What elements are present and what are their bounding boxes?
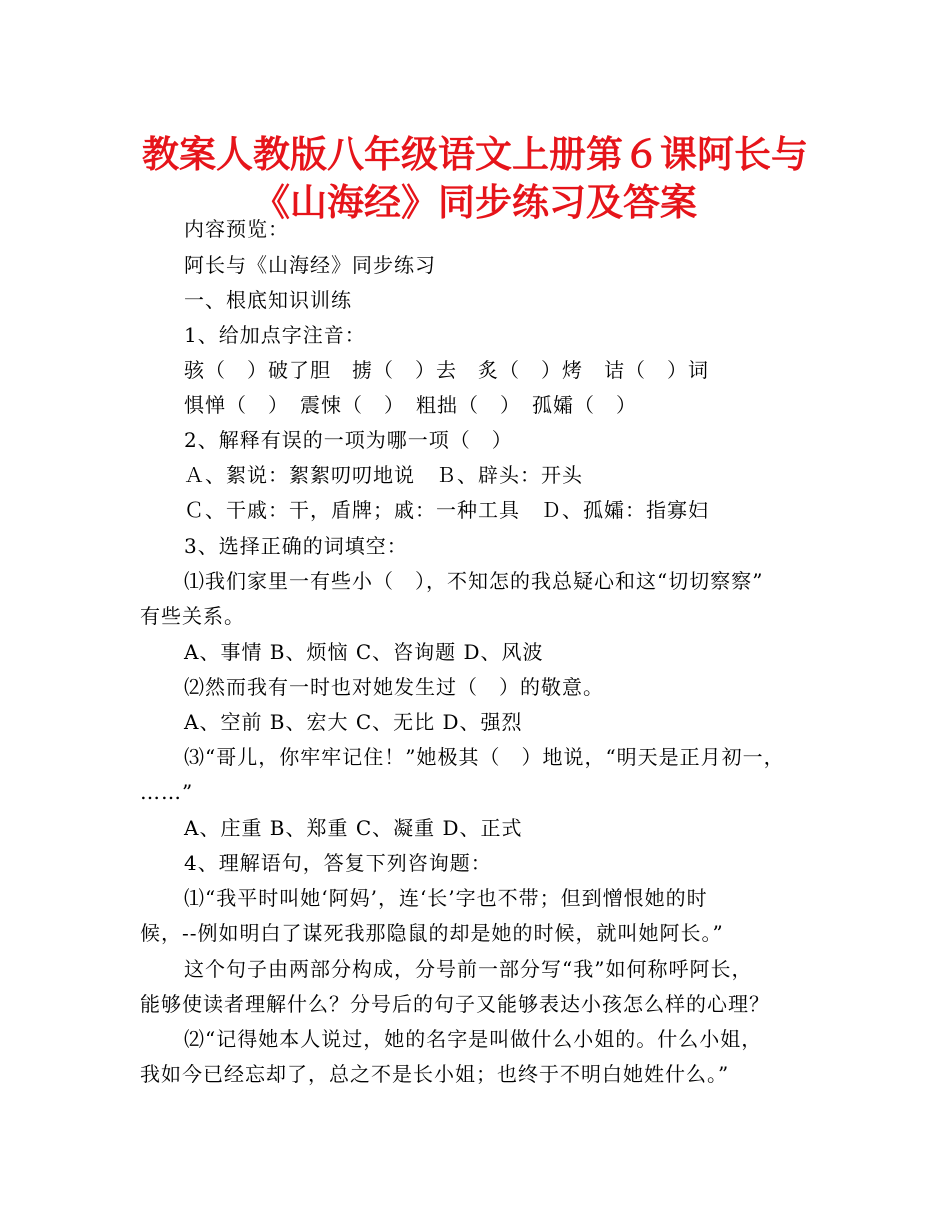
question-3-2-text: ⑵然而我有一时也对她发生过（ ）的敬意。 bbox=[184, 675, 604, 699]
question-4-1-quote-cont: 候，--例如明白了谋死我那隐鼠的却是她的时候，就叫她阿长。” bbox=[140, 921, 724, 945]
question-4-1-question-cont: 能够使读者理解什么？分号后的句子又能够表达小孩怎么样的心理？ bbox=[140, 992, 770, 1016]
section-heading: 一、根底知识训练 bbox=[184, 288, 352, 312]
question-1-line-1: 骇（ ）破了胆 掳（ ）去 炙（ ）烤 诘（ ）词 bbox=[184, 358, 709, 382]
question-3-1-text-cont: 有些关系。 bbox=[140, 604, 245, 628]
question-4-2-quote: ⑵“记得她本人说过，她的名字是叫做什么小姐的。什么小姐， bbox=[184, 1027, 763, 1051]
question-2-options-cd: Ｃ、干戚：干，盾牌；戚：一种工具 Ｄ、孤孀：指寡妇 bbox=[184, 498, 709, 522]
question-4-1-question: 这个句子由两部分构成，分号前一部分写“我”如何称呼阿长， bbox=[184, 957, 753, 981]
question-3-3-text: ⑶“哥儿，你牢牢记住！”她极其（ ）地说，“明天是正月初一， bbox=[184, 745, 785, 769]
question-4-1-quote: ⑴“我平时叫她‘阿妈’，连‘长’字也不带；但到憎恨她的时 bbox=[184, 886, 708, 910]
question-1-line-2: 惧惮（ ） 震悚（ ） 粗拙（ ） 孤孀（ ） bbox=[184, 393, 637, 417]
question-2-options-ab: Ａ、絮说：絮絮叨叨地说 Ｂ、辟头：开头 bbox=[184, 463, 583, 487]
question-3-3-text-cont: ……” bbox=[140, 780, 194, 804]
question-4-prompt: 4、理解语句，答复下列咨询题： bbox=[184, 851, 492, 875]
question-3-3-options: A、庄重 B、郑重 C、凝重 D、正式 bbox=[184, 816, 523, 840]
question-3-1-options: A、事情 B、烦恼 C、咨询题 D、风波 bbox=[184, 640, 544, 664]
question-2-prompt: 2、解释有误的一项为哪一项（ ） bbox=[184, 428, 513, 452]
document-title-line-2: 《山海经》同步练习及答案 bbox=[253, 181, 697, 224]
question-4-2-quote-cont: 我如今已经忘却了，总之不是长小姐；也终于不明白她姓什么。” bbox=[140, 1062, 730, 1086]
question-1-prompt: 1、给加点字注音： bbox=[184, 323, 366, 347]
question-3-prompt: 3、选择正确的词填空： bbox=[184, 534, 408, 558]
question-3-1-text: ⑴我们家里一有些小（ ），不知怎的我总疑心和这“切切察察” bbox=[184, 569, 764, 593]
preview-label: 内容预览： bbox=[184, 217, 289, 241]
question-3-2-options: A、空前 B、宏大 C、无比 D、强烈 bbox=[184, 710, 523, 734]
exercise-heading: 阿长与《山海经》同步练习 bbox=[184, 253, 436, 277]
document-title-line-1: 教案人教版八年级语文上册第６课阿长与 bbox=[142, 133, 808, 176]
